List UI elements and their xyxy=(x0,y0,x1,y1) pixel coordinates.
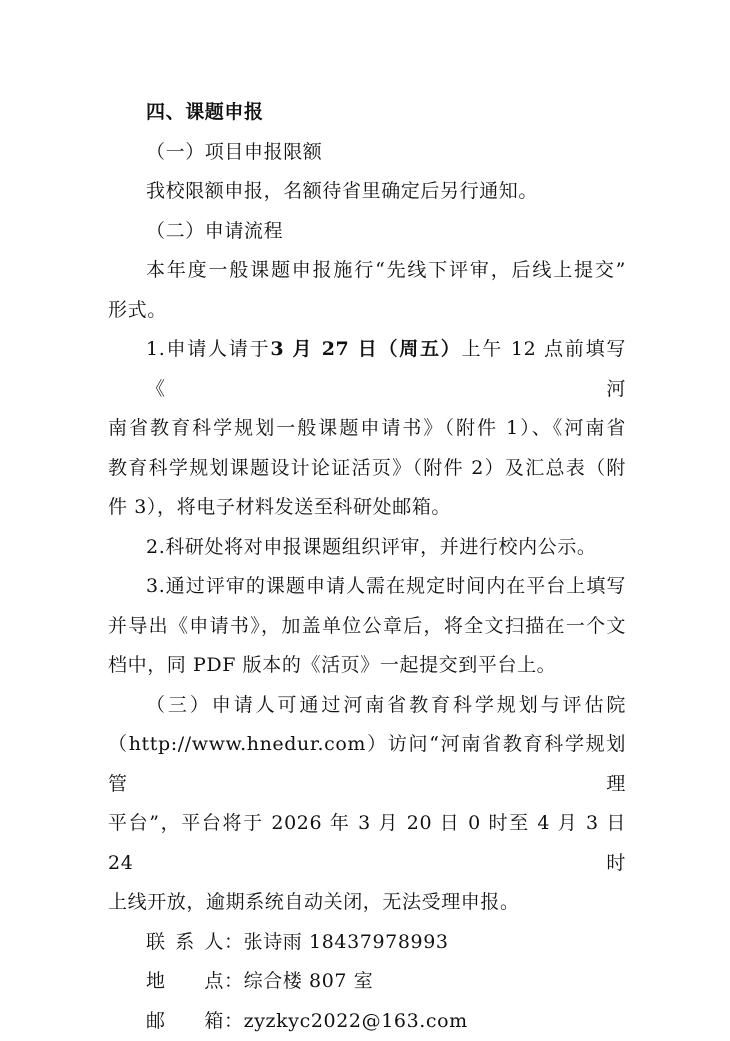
contact-location xyxy=(108,962,626,1002)
contact-person-value: ：张诗雨 18437978993 xyxy=(224,931,449,953)
step-2: 2.科研处将对申报课题组织评审，并进行校内公示。 xyxy=(108,528,626,568)
subsection-3-line-2: （http://www.hnedur.com）访问“河南省教育科学规划管理 xyxy=(108,725,626,804)
subsection-2-intro-line-2: 形式。 xyxy=(108,291,626,331)
contact-person-label: 联系人 xyxy=(146,923,224,963)
step-3-line-3: 档中，同 PDF 版本的《活页》一起提交到平台上。 xyxy=(108,646,626,686)
step-1-line-2: 南省教育科学规划一般课题申请书》（附件 1）、《河南省 xyxy=(108,409,626,449)
step-1-line-4: 件 3），将电子材料发送至科研处邮箱。 xyxy=(108,488,626,528)
contact-email-value: ：zyzkyc2022@163.com xyxy=(224,1010,468,1032)
contact-email-label: 邮箱 xyxy=(146,1002,224,1041)
contact-location-label: 地点 xyxy=(146,962,224,1002)
step-3-line-2: 并导出《申请书》，加盖单位公章后，将全文扫描在一个文 xyxy=(108,607,626,647)
subsection-1-title: （一）项目申报限额 xyxy=(108,133,626,173)
subsection-1-body: 我校限额申报，名额待省里确定后另行通知。 xyxy=(108,172,626,212)
section-heading: 四、课题申报 xyxy=(108,93,626,133)
contact-person xyxy=(108,923,626,963)
subsection-3-line-4: 上线开放，逾期系统自动关闭，无法受理申报。 xyxy=(108,883,626,923)
step-1-deadline: 3 月 27 日（周五） xyxy=(270,338,461,360)
subsection-3-line-3: 平台”，平台将于 2026 年 3 月 20 日 0 时至 4 月 3 日 24 时 xyxy=(108,804,626,883)
contact-email xyxy=(108,1002,626,1041)
step-1-line-3: 教育科学规划课题设计论证活页》（附件 2）及汇总表（附 xyxy=(108,449,626,489)
step-3-line-1: 3.通过评审的课题申请人需在规定时间内在平台上填写 xyxy=(108,567,626,607)
step-1-line-1-rest: 上午 12 点前填写《河 xyxy=(146,338,626,400)
step-1-line-1 xyxy=(108,330,626,409)
contact-location-value: ：综合楼 807 室 xyxy=(224,970,373,992)
step-1-prefix: 1.申请人请于 xyxy=(146,338,270,360)
subsection-3-line-1: （三）申请人可通过河南省教育科学规划与评估院 xyxy=(108,686,626,726)
subsection-2-title: （二）申请流程 xyxy=(108,212,626,252)
subsection-2-intro-line-1: 本年度一般课题申报施行“先线下评审，后线上提交” xyxy=(108,251,626,291)
